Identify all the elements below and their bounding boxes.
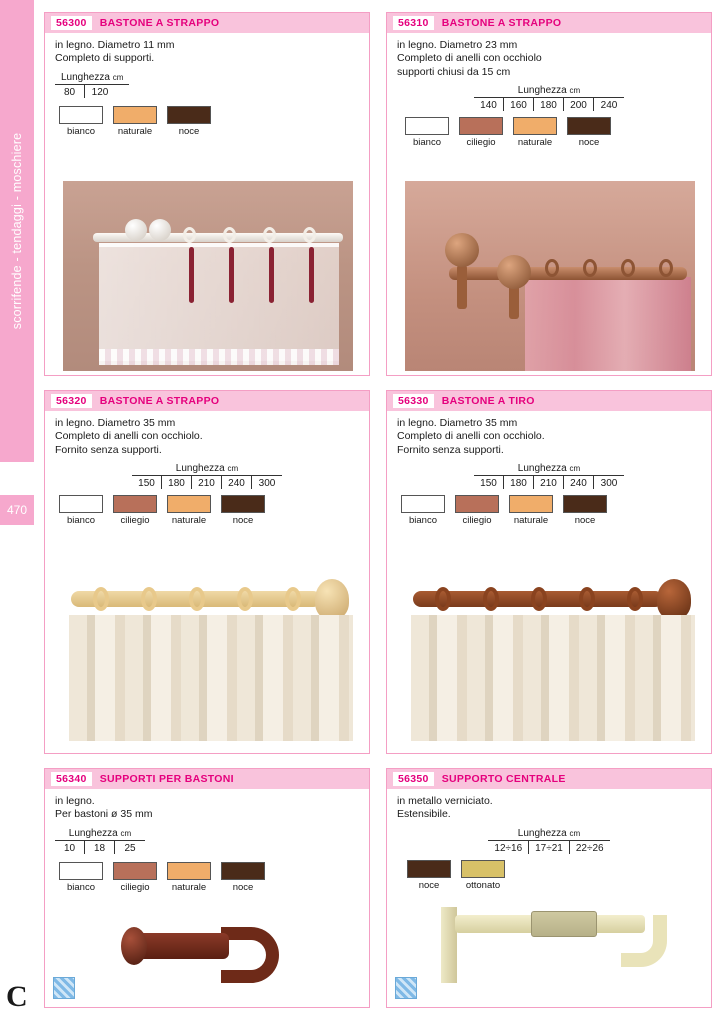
swatch-label: bianco [413,137,441,149]
lengths-table-wrap [45,66,369,100]
swatch-chip-noce [567,117,611,135]
lengths-label [474,85,624,98]
lengths-label-text: Lunghezza [517,463,567,475]
lengths-values [55,85,129,98]
length-value: 140 [474,98,504,111]
swatch-label: bianco [67,125,95,137]
lengths-unit: cm [569,828,581,838]
lengths-table [55,72,129,98]
finish-swatch [163,106,215,137]
length-value: 200 [564,98,594,111]
swatch-label: noce [178,125,200,137]
product-photo-56310 [405,181,695,371]
product-description [387,33,711,79]
lengths-label-text: Lunghezza [61,71,110,83]
swatch-label: bianco [409,515,437,527]
finish-swatch [403,860,455,891]
lengths-label-text: Lunghezza [517,827,567,839]
swatch-chip-ciliegio [459,117,503,135]
length-value: 240 [600,100,618,112]
product-description [45,789,369,822]
finish-swatch [563,117,615,148]
lengths-values [132,476,282,489]
desc-line: in legno. [55,795,95,807]
length-value: 80 [55,85,85,98]
swatch-chip-naturale [513,117,557,135]
length-value: 160 [504,98,534,111]
lengths-table [55,828,145,854]
swatch-chip-noce [407,860,451,878]
panel-header [387,769,711,789]
product-photo-56330 [405,569,695,745]
length-value: 150 [474,476,504,489]
product-title: BASTONE A TIRO [441,395,535,407]
product-code: 56300 [51,16,92,30]
finish-swatch [55,495,107,526]
finish-swatch [559,495,611,526]
swatch-label: noce [578,137,600,149]
finish-swatch [217,495,269,526]
desc-line: in legno. Diametro 23 mm [397,39,518,51]
product-photo-56300 [63,181,353,371]
desc-line: Completo di anelli con occhiolo. [55,430,203,443]
panel-header [387,13,711,33]
product-description [387,789,711,822]
finish-swatch [163,495,215,526]
desc-line: Completo di anelli con occhiolo [397,52,542,65]
sidebar-vertical-label: scorrifende - tendaggi - moschiere [10,132,25,330]
product-title: SUPPORTI PER BASTONI [99,773,234,785]
length-value: 240 [564,476,594,489]
desc-line: Fornito senza supporti. [397,443,504,456]
finish-swatch [509,117,561,148]
page-number-badge [0,495,34,525]
desc-line: Fornito senza supporti. [55,443,162,456]
lengths-table [474,85,624,111]
desc-line: Per bastoni ø 35 mm [55,808,153,821]
lengths-label-text: Lunghezza [68,827,118,839]
product-description [45,33,369,66]
swatch-chip-ottonato [461,860,505,878]
lengths-label [474,463,624,476]
desc-line: Estensibile. [397,808,451,821]
swatch-chip-noce [563,495,607,513]
lengths-label-text: Lunghezza [175,463,225,475]
swatch-label: ciliegio [462,515,492,527]
left-sidebar [0,0,34,1024]
swatch-chip-bianco [59,862,103,880]
length-value: 300 [600,478,618,490]
finish-swatches [387,111,711,148]
product-description [387,411,711,457]
length-value: 18 [85,841,115,854]
swatch-label: naturale [171,515,207,527]
length-value: 180 [534,98,564,111]
desc-line: Completo di supporti. [55,52,155,65]
length-value: 240 [222,476,252,489]
sidebar-vertical-label-wrap [0,0,34,462]
finish-swatch [163,862,215,893]
lengths-label [488,828,609,841]
product-grid [44,12,712,1008]
length-value: 210 [534,476,564,489]
swatch-chip-ciliegio [113,495,157,513]
swatch-label: noce [232,881,254,893]
swatch-label: noce [418,879,440,891]
desc-line: in legno. Diametro 35 mm [397,417,518,429]
lengths-table [132,463,282,489]
swatch-label: naturale [517,137,553,149]
swatch-label: ciliegio [466,137,496,149]
swatch-chip-ciliegio [113,862,157,880]
finish-swatch [457,860,509,891]
finish-swatch [455,117,507,148]
swatch-label: noce [574,515,596,527]
product-description [45,411,369,457]
panel-header [45,769,369,789]
finish-swatches [45,856,369,893]
decorative-blue-square-icon [53,977,75,999]
desc-line: in metallo verniciato. [397,795,493,807]
swatch-label: ciliegio [120,881,150,893]
swatch-chip-ciliegio [455,495,499,513]
finish-swatch [109,106,161,137]
finish-swatches [387,489,711,526]
product-code: 56320 [51,394,92,408]
lengths-table-wrap [387,822,711,854]
desc-line: in legno. Diametro 11 mm [55,39,175,51]
lengths-values [488,841,609,854]
lengths-table [474,463,624,489]
swatch-label: bianco [67,515,95,527]
desc-line: in legno. Diametro 35 mm [55,417,176,429]
finish-swatch [55,106,107,137]
swatch-chip-bianco [59,495,103,513]
swatch-label: naturale [513,515,549,527]
desc-line: Completo di anelli con occhiolo. [397,430,545,443]
lengths-table [488,828,609,854]
finish-swatch [217,862,269,893]
panel-header [387,391,711,411]
length-value: 300 [258,478,276,490]
swatch-chip-bianco [401,495,445,513]
swatch-label: bianco [67,881,95,893]
brand-logo: C [6,980,28,1013]
product-code: 56330 [393,394,434,408]
swatch-label: ciliegio [120,515,150,527]
finish-swatch [55,862,107,893]
finish-swatch [401,117,453,148]
swatch-chip-naturale [167,495,211,513]
lengths-values [474,476,624,489]
swatch-label: naturale [117,125,153,137]
length-value: 180 [504,476,534,489]
finish-swatch [451,495,503,526]
desc-line: supporti chiusi da 15 cm [397,65,511,78]
panel-header [45,391,369,411]
finish-swatch [109,495,161,526]
panel-header [45,13,369,33]
product-photo-56350 [405,899,695,1003]
length-value: 10 [55,841,85,854]
length-value: 180 [162,476,192,489]
lengths-unit: cm [227,464,239,474]
finish-swatches [387,854,711,891]
swatch-chip-naturale [509,495,553,513]
swatch-label: ottonato [465,879,501,891]
swatch-chip-bianco [59,106,103,124]
product-panel-56340 [44,768,370,1008]
product-code: 56340 [51,772,92,786]
lengths-unit: cm [120,828,132,838]
finish-swatches [45,100,369,137]
lengths-unit: cm [112,72,124,82]
product-photo-56340 [63,919,353,1005]
product-panel-56300 [44,12,370,376]
lengths-table-wrap [387,79,711,111]
decorative-blue-square-icon [395,977,417,999]
swatch-chip-noce [167,106,211,124]
product-photo-56320 [63,569,353,745]
product-panel-56310 [386,12,712,376]
finish-swatches [45,489,369,526]
product-title: BASTONE A STRAPPO [441,17,562,29]
lengths-table-wrap [45,822,369,856]
product-code: 56350 [393,772,434,786]
product-panel-56330 [386,390,712,754]
finish-swatch [109,862,161,893]
product-title: BASTONE A STRAPPO [99,17,220,29]
length-value: 120 [91,86,109,98]
product-title: BASTONE A STRAPPO [99,395,220,407]
length-value: 22÷26 [575,842,604,854]
product-panel-56320 [44,390,370,754]
length-value: 25 [124,842,136,854]
product-code: 56310 [393,16,434,30]
page-number: 470 [6,503,28,517]
lengths-label [55,72,129,85]
product-title: SUPPORTO CENTRALE [441,773,566,785]
length-value: 17÷21 [529,841,570,854]
lengths-table-wrap [387,457,711,489]
lengths-values [55,841,145,854]
length-value: 210 [192,476,222,489]
lengths-label [132,463,282,476]
finish-swatch [397,495,449,526]
length-value: 12÷16 [488,841,529,854]
lengths-unit: cm [569,464,581,474]
lengths-label [55,828,145,841]
lengths-label-text: Lunghezza [517,85,567,97]
lengths-unit: cm [569,86,581,96]
swatch-label: naturale [171,881,207,893]
swatch-chip-noce [221,862,265,880]
swatch-chip-bianco [405,117,449,135]
lengths-values [474,98,624,111]
product-panel-56350 [386,768,712,1008]
swatch-chip-naturale [113,106,157,124]
swatch-chip-naturale [167,862,211,880]
swatch-label: noce [232,515,254,527]
length-value: 150 [132,476,162,489]
swatch-chip-noce [221,495,265,513]
finish-swatch [505,495,557,526]
lengths-table-wrap [45,457,369,489]
